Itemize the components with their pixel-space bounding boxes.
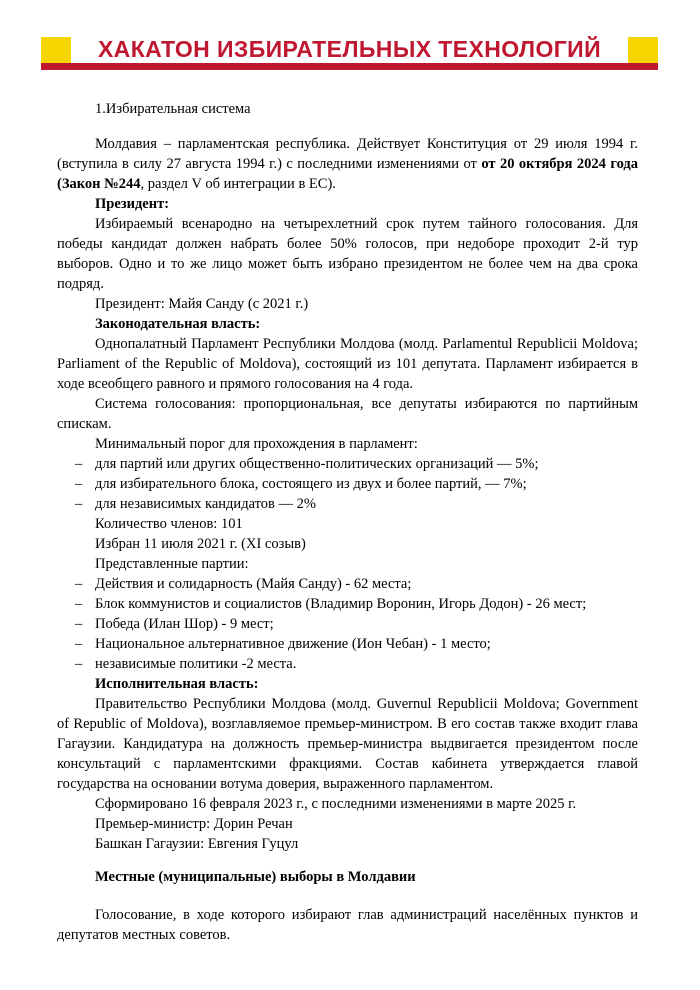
dash-marker: – <box>75 596 83 612</box>
intro-text-pre: Молдавия – парламентская республика. Действует Конституция от 29 июля 1994 г. (вступила в силу 27 августа 1994 г.) с последними изменениями от <box>57 136 638 172</box>
list-item-party <box>57 634 638 654</box>
intro-text-post: , раздел V об интеграции в ЕС). <box>140 176 336 192</box>
dash-marker: – <box>75 636 83 652</box>
executive-pm: Премьер-министр: Дорин Речан <box>95 816 293 832</box>
dash-marker: – <box>75 656 83 672</box>
document-body <box>0 99 700 945</box>
executive-paragraph: Правительство Республики Молдова (молд. Guvernul Republicii Moldova; Government of Republic of Moldova), возглавляемое премьер-министром. В его состав также входит глава Гагаузии. Кандидатура на должность премьер-министра выдвигается президентом после консультаций с парламентскими фракциями. Состав кабинета утверждается главой государства на основании вотума доверия, выраженного парламентом. <box>57 696 638 792</box>
parliament-fact: Избран 11 июля 2021 г. (XI созыв) <box>95 536 306 552</box>
list-item-party <box>57 654 638 674</box>
section-heading-electoral-system: 1.Избирательная система <box>95 101 251 117</box>
dash-marker: – <box>75 476 83 492</box>
list-item-party <box>57 574 638 594</box>
parliament-fact: Представленные партии: <box>95 556 249 572</box>
list-item-text: Действия и солидарность (Майя Санду) - 62 места; <box>95 576 412 592</box>
page-header <box>0 0 700 72</box>
legislature-paragraph-2: Система голосования: пропорциональная, все депутаты избираются по партийным спискам. <box>57 396 638 432</box>
executive-bashkan: Башкан Гагаузии: Евгения Гуцул <box>95 836 299 852</box>
local-elections-paragraph: Голосование, в ходе которого избирают глав администраций населённых пунктов и депутатов местных советов. <box>57 907 638 943</box>
list-item-threshold <box>57 474 638 494</box>
dash-marker: – <box>75 496 83 512</box>
list-item-threshold <box>57 494 638 514</box>
header-rule <box>41 63 658 70</box>
president-paragraph: Избираемый всенародно на четырехлетний срок путем тайного голосования. Для победы кандидат должен набрать более 50% голосов, при недоборе проходит 2-й тур выборов. Одно и то же лицо может быть избрано президентом не более чем на два срока подряд. <box>57 216 638 292</box>
list-item-text: Победа (Илан Шор) - 9 мест; <box>95 616 274 632</box>
dash-marker: – <box>75 456 83 472</box>
parliament-fact: Количество членов: 101 <box>95 516 243 532</box>
list-item-text: независимые политики -2 места. <box>95 656 297 672</box>
list-item-party <box>57 594 638 614</box>
executive-heading: Исполнительная власть: <box>95 676 259 692</box>
legislature-paragraph-1: Однопалатный Парламент Республики Молдова (молд. Parlamentul Republicii Moldova; Parliament of the Republic of Moldova), состоящий из 101 депутата. Парламент избирается в ходе всеобщего равного и прямого голосования на 4 года. <box>57 336 638 392</box>
intro-text-bold: от 20 октября 2024 года (Закон №244 <box>57 156 638 192</box>
legislature-heading: Законодательная власть: <box>95 316 261 332</box>
yellow-square-right-icon <box>628 37 658 63</box>
threshold-intro: Минимальный порог для прохождения в парламент: <box>95 436 418 452</box>
executive-formed: Сформировано 16 февраля 2023 г., с последними изменениями в марте 2025 г. <box>95 796 577 812</box>
president-current: Президент: Майя Санду (с 2021 г.) <box>95 296 309 312</box>
local-elections-heading: Местные (муниципальные) выборы в Молдавии <box>95 869 416 885</box>
president-heading: Президент: <box>95 196 170 212</box>
list-item-text: Национальное альтернативное движение (Ион Чебан) - 1 место; <box>95 636 491 652</box>
list-item-threshold <box>57 454 638 474</box>
list-item-text: Блок коммунистов и социалистов (Владимир Воронин, Игорь Додон) - 26 мест; <box>95 596 587 612</box>
intro-paragraph <box>57 134 638 194</box>
dash-marker: – <box>75 616 83 632</box>
list-item-text: для избирательного блока, состоящего из двух и более партий, — 7%; <box>95 476 527 492</box>
list-item-text: для партий или других общественно-политических организаций — 5%; <box>95 456 539 472</box>
list-item-party <box>57 614 638 634</box>
yellow-square-left-icon <box>41 37 71 63</box>
dash-marker: – <box>75 576 83 592</box>
page-title: ХАКАТОН ИЗБИРАТЕЛЬНЫХ ТЕХНОЛОГИЙ <box>97 35 602 62</box>
list-item-text: для независимых кандидатов — 2% <box>95 496 316 512</box>
